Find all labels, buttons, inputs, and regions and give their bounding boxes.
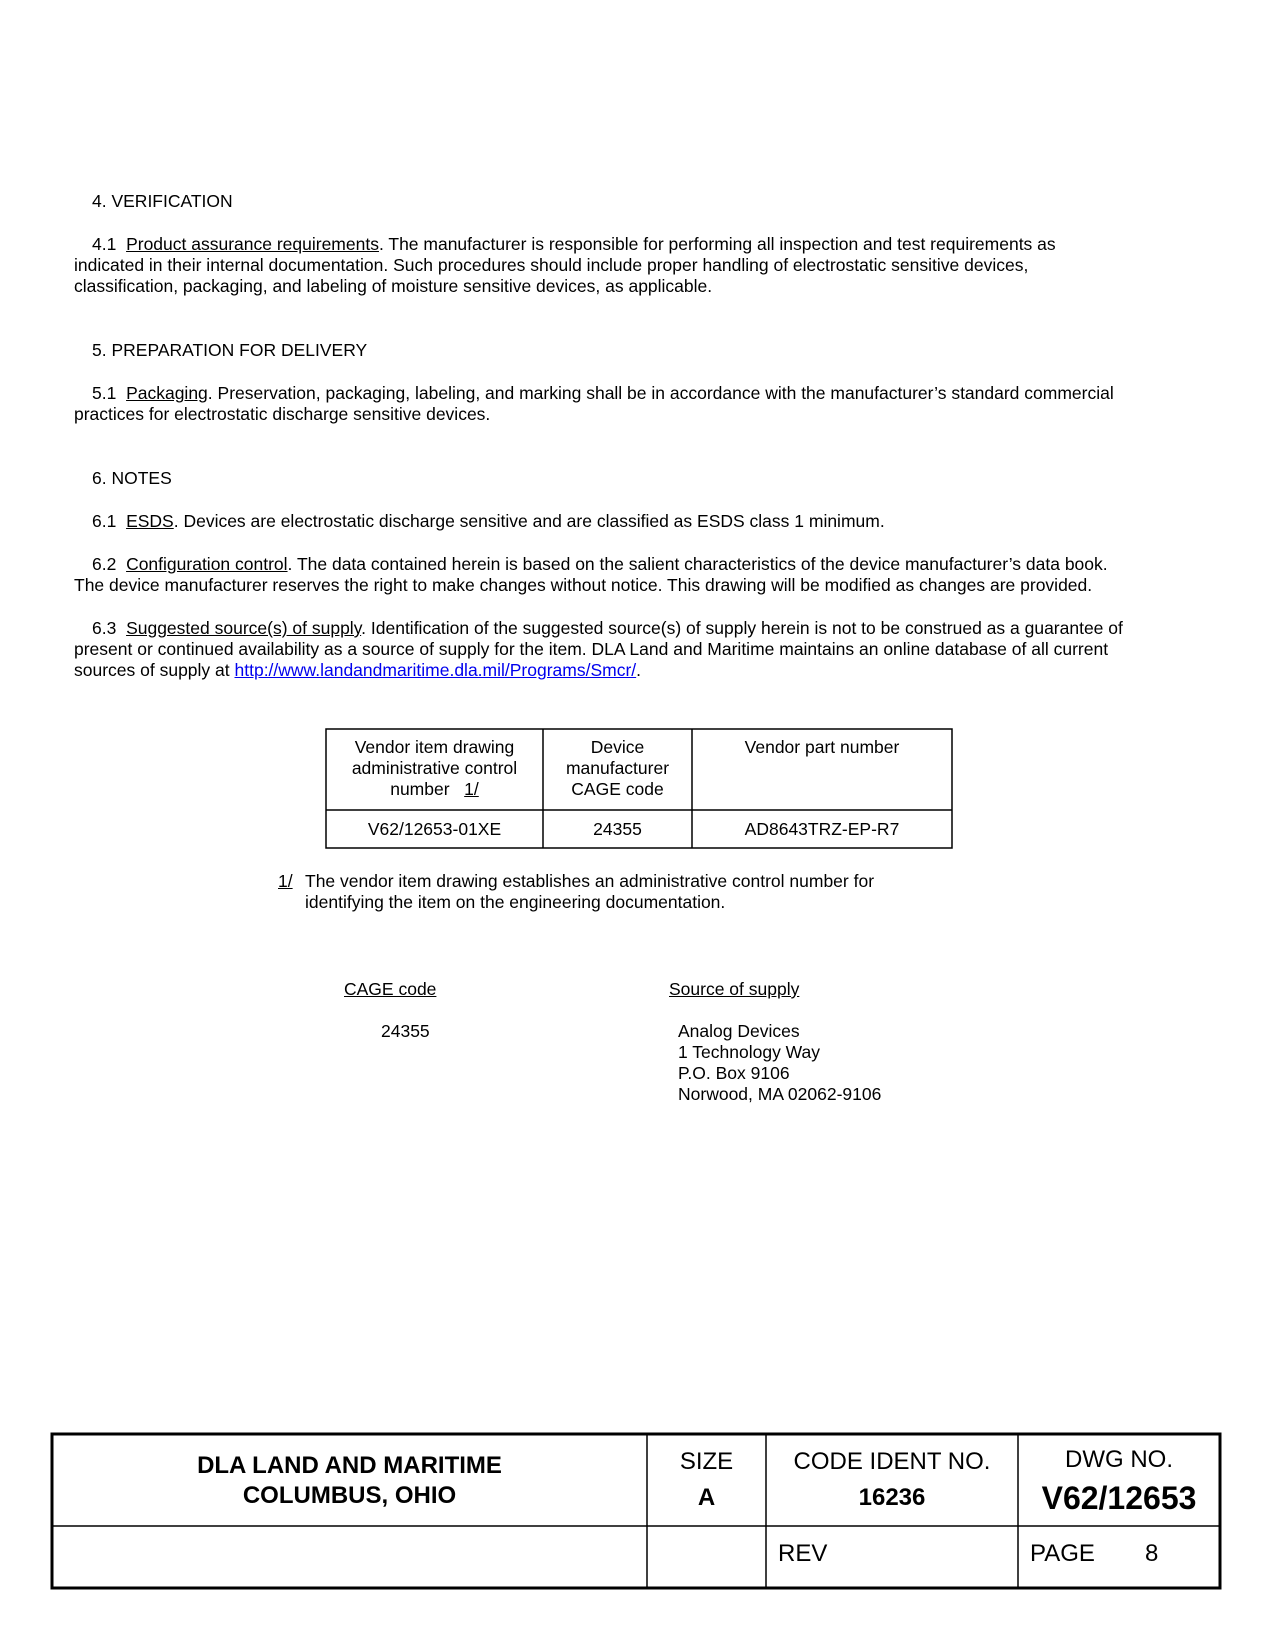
section-6-1-number: 6.1 xyxy=(92,511,117,531)
header-cage-line1: Device xyxy=(590,737,645,757)
vendor-table-header-part: Vendor part number xyxy=(744,737,900,757)
header-cage-line3: CAGE code xyxy=(571,779,664,799)
footnote-line2: identifying the item on the engineering documentation. xyxy=(305,892,726,912)
section-6-2-title: Configuration control xyxy=(126,554,288,574)
org-name xyxy=(52,1451,647,1511)
section-4-heading: 4. VERIFICATION xyxy=(92,191,233,211)
section-6-3-text: . Identification of the suggested source(s) of supply herein is not to be construed as a guarantee of xyxy=(361,618,1123,638)
footnote-marker: 1/ xyxy=(278,871,293,891)
section-6-3-title: Suggested source(s) of supply xyxy=(126,618,362,638)
section-6-3-line2: present or continued availability as a source of supply for the item. DLA Land and Maritime maintains an online database of all current xyxy=(74,639,1109,659)
dwg-value: V62/12653 xyxy=(1041,1480,1197,1516)
section-5-1-title: Packaging xyxy=(126,383,208,403)
supply-cage-value: 24355 xyxy=(381,1021,430,1041)
supply-address-line3: P.O. Box 9106 xyxy=(678,1063,790,1083)
code-ident-label: CODE IDENT NO. xyxy=(793,1448,991,1475)
code-ident-value: 16236 xyxy=(858,1484,926,1511)
supply-address-line2: 1 Technology Way xyxy=(678,1042,821,1062)
section-6-2-number: 6.2 xyxy=(92,554,117,574)
header-cage-line2: manufacturer xyxy=(565,758,670,778)
page-number: 8 xyxy=(1145,1540,1159,1567)
org-line1: DLA LAND AND MARITIME xyxy=(197,1452,502,1479)
vendor-table-cell-cage: 24355 xyxy=(593,819,642,839)
section-5-1-text: . Preservation, packaging, labeling, and marking shall be in accordance with the manufacturer’s standard commercial xyxy=(207,383,1114,403)
section-6-2-text: . The data contained herein is based on the salient characteristics of the device manufacturer’s data book. xyxy=(287,554,1108,574)
header-admin-line1: Vendor item drawing xyxy=(354,737,515,757)
section-5-1-line2: practices for electrostatic discharge sensitive devices. xyxy=(74,404,491,424)
header-admin-footnote-ref: 1/ xyxy=(464,779,479,799)
dwg-label: DWG NO. xyxy=(1065,1446,1173,1473)
supply-address-line1: Analog Devices xyxy=(678,1021,800,1041)
vendor-table-cell-admin: V62/12653-01XE xyxy=(367,819,502,839)
vendor-table-cell-part: AD8643TRZ-EP-R7 xyxy=(744,819,900,839)
org-line2: COLUMBUS, OHIO xyxy=(242,1482,457,1509)
section-6-heading: 6. NOTES xyxy=(92,468,172,488)
smcr-link[interactable]: http://www.landandmaritime.dla.mil/Programs/Smcr/ xyxy=(234,660,637,680)
cage-code-header: CAGE code xyxy=(344,979,437,999)
section-6-2-line2: The device manufacturer reserves the right to make changes without notice. This drawing will be modified as changes are provided. xyxy=(74,575,1093,595)
page-label: PAGE xyxy=(1030,1540,1095,1567)
supply-address-line4: Norwood, MA 02062-9106 xyxy=(678,1084,882,1104)
section-6-3-prefix: sources of supply at xyxy=(74,660,235,680)
section-4-1-line2: indicated in their internal documentation. Such procedures should include proper handling of electrostatic sensitive devices, xyxy=(74,255,1029,275)
section-5-1-number: 5.1 xyxy=(92,383,117,403)
footnote-line1: The vendor item drawing establishes an administrative control number for xyxy=(305,871,875,891)
section-4-1-text: . The manufacturer is responsible for performing all inspection and test requirements as xyxy=(378,234,1056,254)
source-of-supply-header: Source of supply xyxy=(669,979,800,999)
section-4-1-line3: classification, packaging, and labeling of moisture sensitive devices, as applicable. xyxy=(74,276,713,296)
size-value: A xyxy=(697,1484,716,1511)
header-admin-number: number xyxy=(390,779,450,799)
section-6-3-suffix: . xyxy=(636,660,642,680)
header-admin-line2: administrative control xyxy=(351,758,518,778)
section-6-1-title: ESDS xyxy=(126,511,174,531)
section-4-1-number: 4.1 xyxy=(92,234,117,254)
section-6-3-number: 6.3 xyxy=(92,618,117,638)
size-label: SIZE xyxy=(679,1448,734,1475)
section-4-1-title: Product assurance requirements xyxy=(126,234,379,254)
section-6-1-text: . Devices are electrostatic discharge sensitive and are classified as ESDS class 1 minimum. xyxy=(173,511,885,531)
rev-label: REV xyxy=(778,1540,828,1567)
section-5-heading: 5. PREPARATION FOR DELIVERY xyxy=(92,340,368,360)
